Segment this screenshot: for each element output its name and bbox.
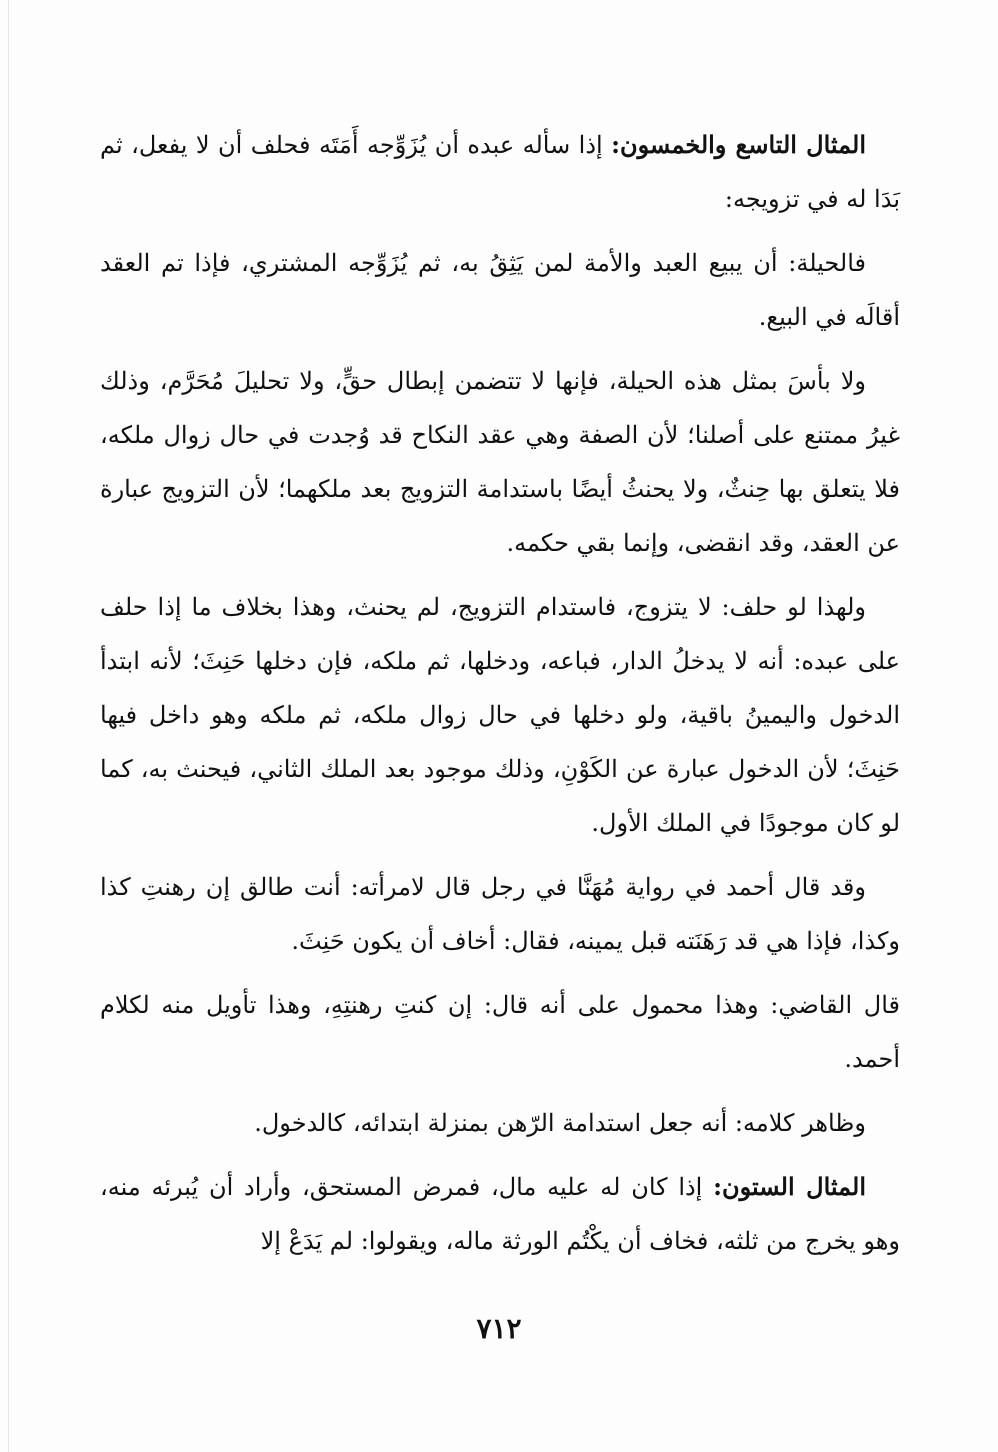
paragraph-text: ولا بأسَ بمثل هذه الحيلة، فإنها لا تتضمن إبطال حقٍّ، ولا تحليلَ مُحَرَّم، وذلك غيرُ ممتنع على أصلنا؛ لأن الصفة وهي عقد النكاح قد وُجدت في حال زوال ملكه، فلا يتعلق بها حِنثٌ، ولا يحنثُ أيضًا باستدامة التزويج بعد ملكهما؛ لأن التزويج عبارة عن العقد، وقد انقضى، وإنما بقي حكمه. [100,367,900,557]
paragraph-no-harm [100,354,900,570]
paragraph-oath-marriage [100,580,900,850]
page-edge-line [8,0,9,1452]
paragraph-ahmad-narration [100,860,900,968]
paragraph-text: ولهذا لو حلف: لا يتزوج، فاستدام التزويج، لم يحنث، وهذا بخلاف ما إذا حلف على عبده: أنه لا يدخلُ الدار، فباعه، ودخلها، ثم ملكه، فإن دخلها حَنِثَ؛ لأنه ابتدأ الدخول واليمينُ باقية، ولو دخلها في حال زوال ملكه، ثم ملكه وهو داخل فيها حَنِثَ؛ لأن الدخول عبارة عن الكَوْنِ، وذلك موجود بعد الملك الثاني، فيحنث به، كما لو كان موجودًا في الملك الأول. [100,593,900,837]
page-number: ٧١٢ [476,1312,522,1345]
paragraph-text: إذا كان له عليه مال، فمرض المستحق، وأراد أن يُبرئه منه، وهو يخرج من ثلثه، فخاف أن يكْتُم الورثة ماله، ويقولوا: لم يَدَعْ إلا [100,1173,900,1255]
body-text [100,118,900,1278]
example-heading: المثال الستون: [713,1172,867,1201]
paragraph-text: فالحيلة: أن يبيع العبد والأمة لمن يَثِقُ به، ثم يُزَوِّجه المشتري، فإذا تم العقد أقالَه في البيع. [100,249,900,331]
paragraph-text: وظاهر كلامه: أنه جعل استدامة الرّهن بمنزلة ابتدائه، كالدخول. [254,1109,866,1137]
paragraph-text: قال القاضي: وهذا محمول على أنه قال: إن كنتِ رهنتِهِ، وهذا تأويل منه لكلام أحمد. [100,991,900,1073]
paragraph-apparent-meaning [100,1096,900,1150]
paragraph-example-60 [100,1160,900,1268]
example-heading: المثال التاسع والخمسون: [611,130,867,159]
paragraph-stratagem [100,236,900,344]
paragraph-text: إذا سأله عبده أن يُزَوِّجه أَمَتَه فحلف أن لا يفعل، ثم بَدَا له في تزويجه: [100,131,900,213]
paragraph-text: وقد قال أحمد في رواية مُهَنَّا في رجل قال لامرأته: أنت طالق إن رهنتِ كذا وكذا، فإذا هي قد رَهَنَته قبل يمينه، فقال: أخاف أن يكون حَنِثَ. [100,873,900,955]
paragraph-example-59 [100,118,900,226]
paragraph-qadi [100,978,900,1086]
